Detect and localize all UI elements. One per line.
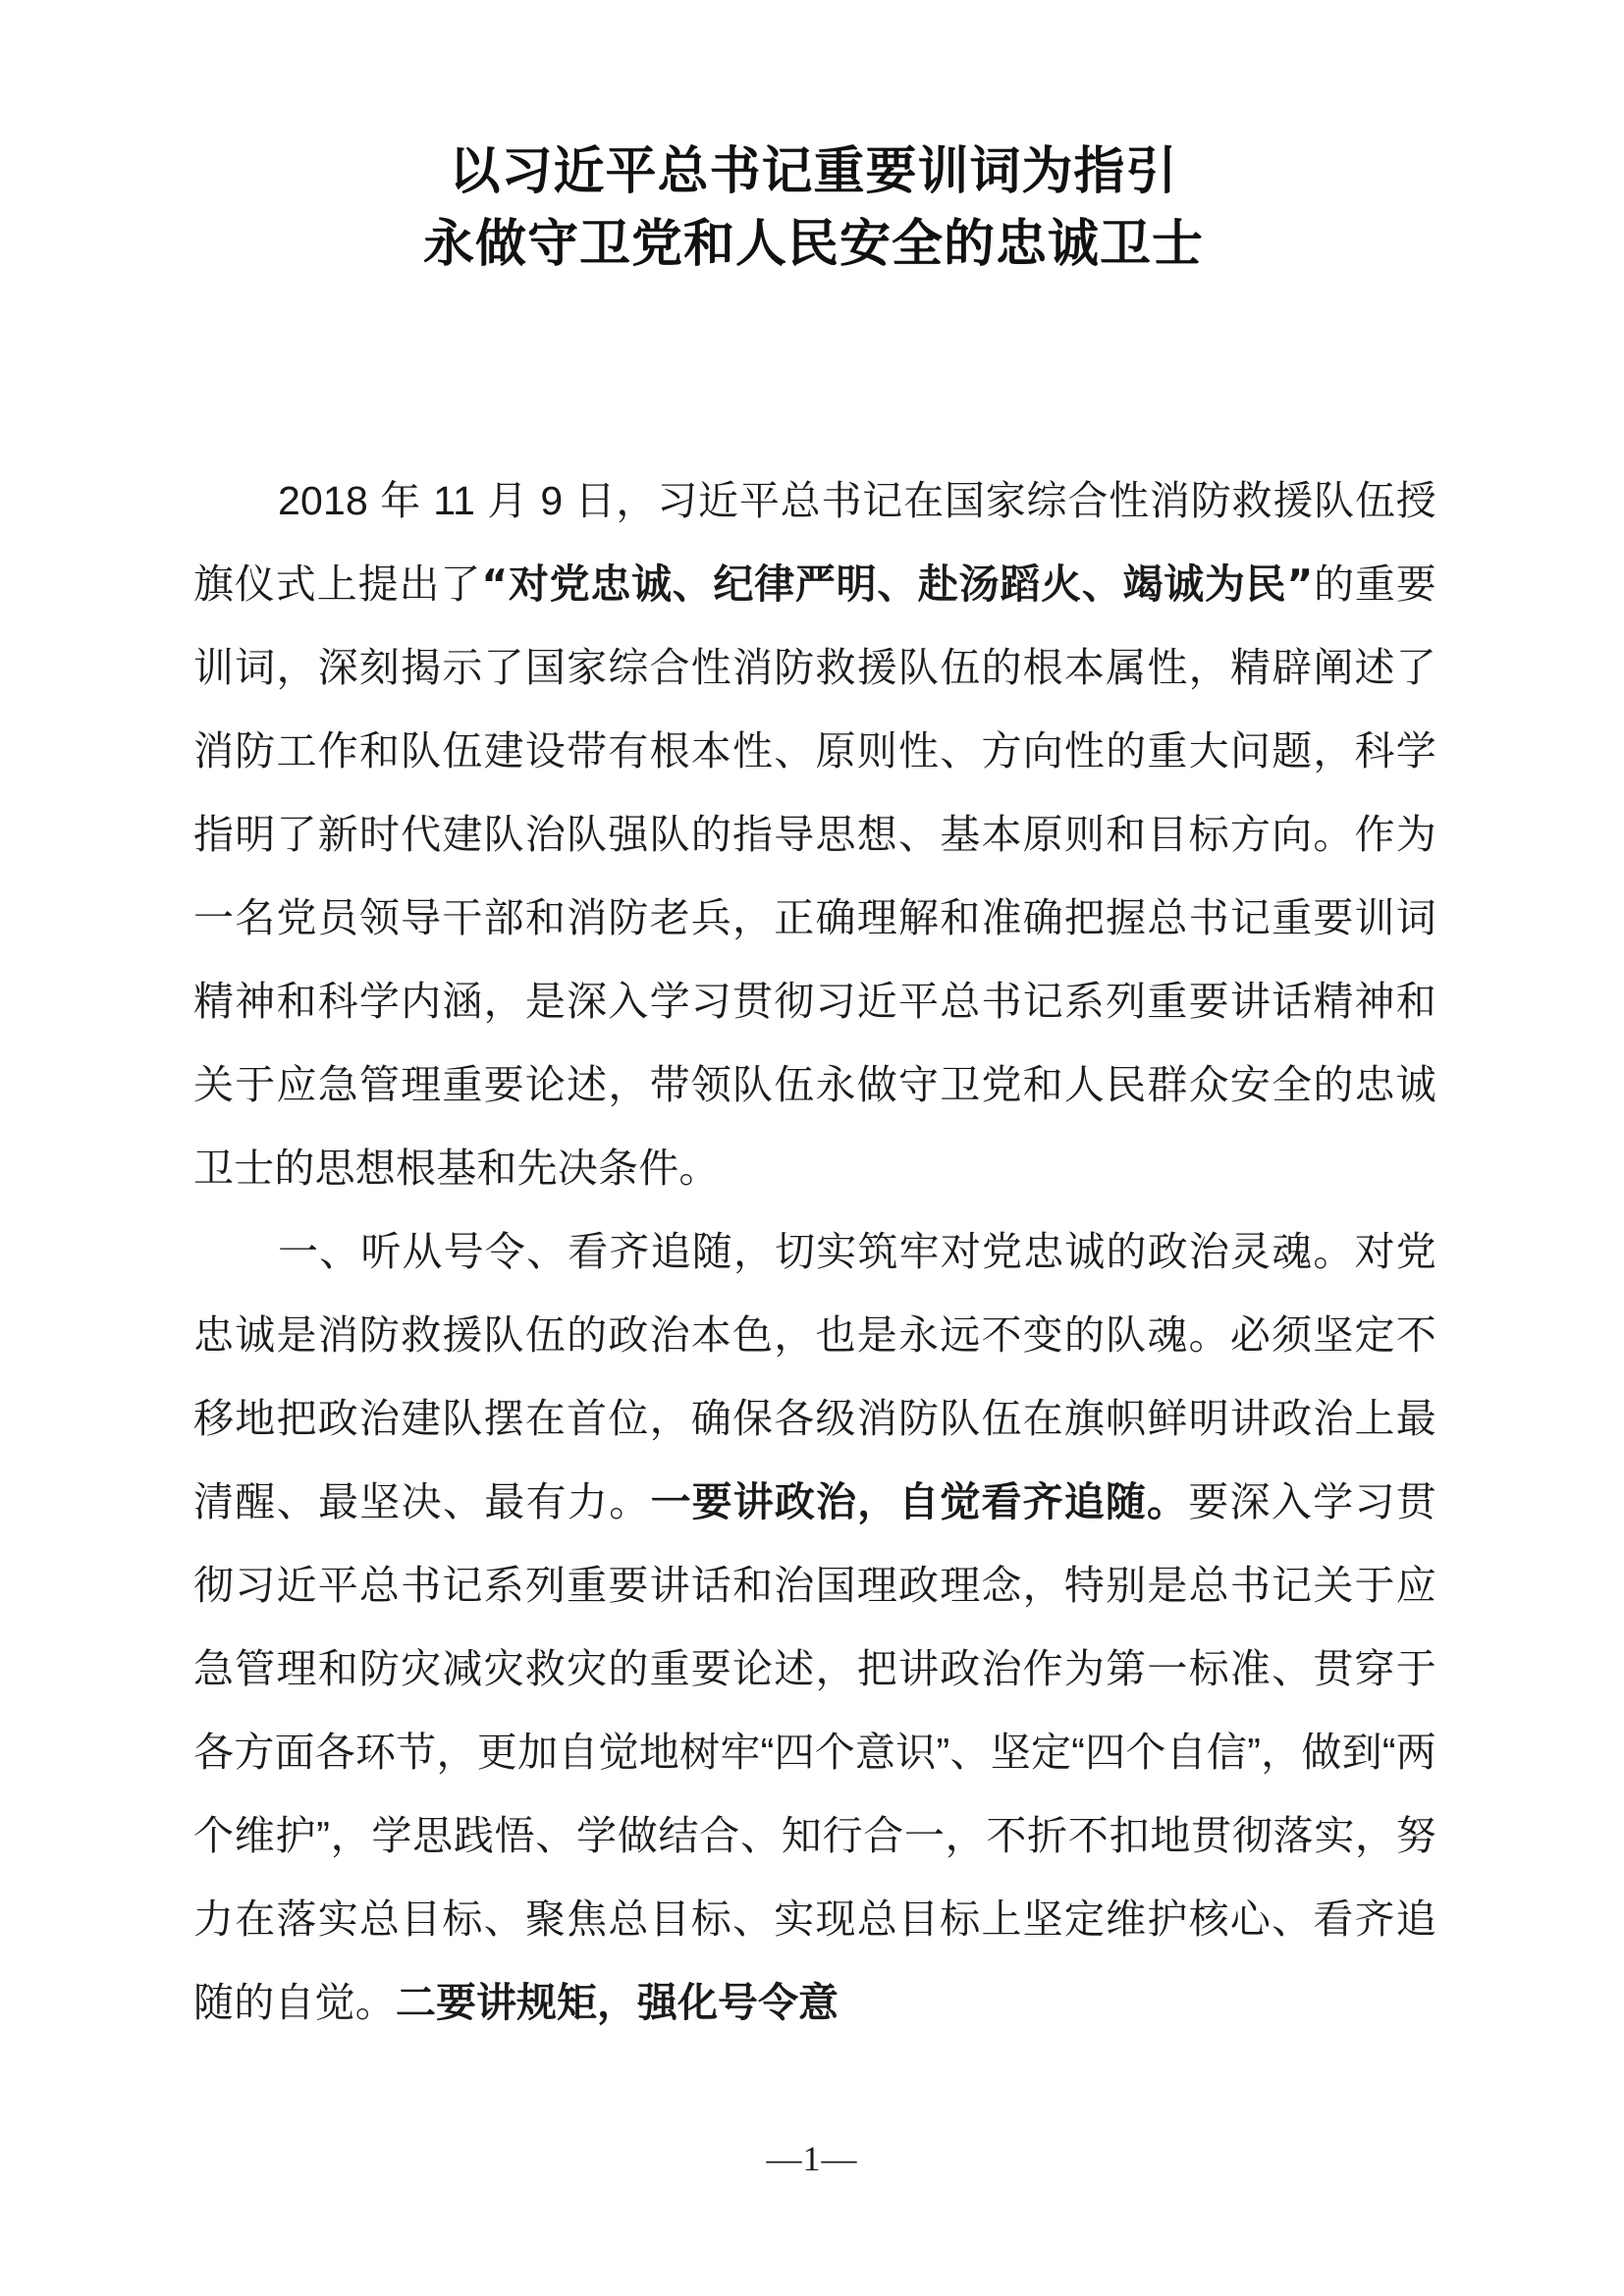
text-run: 一、听从号令、看齐追随，切实筑牢对党忠诚的政治灵魂。对党忠诚是消防救援队伍的政治本色，也是永远不变的队魂。必须坚定不移地把政治建队摆在首位，确保各级消防队伍在旗帜鲜明讲政治上最清醒、最坚决、最有力。 [193,1229,1436,1524]
document-title [193,135,1434,281]
emphasis-run: 二要讲规矩，强化号令意 [396,1979,839,2026]
text-run: 的重要训词，深刻揭示了国家综合性消防救援队伍的根本属性，精辟阐述了消防工作和队伍建设带有根本性、原则性、方向性的重大问题，科学指明了新时代建队治队强队的指导思想、基本原则和目标方向。作为一名党员领导干部和消防老兵，正确理解和准确把握总书记重要训词精神和科学内涵，是深入学习贯彻习近平总书记系列重要讲话精神和关于应急管理重要论述，带领队伍永做守卫党和人民群众安全的忠诚卫士的思想根基和先决条件。 [193,561,1436,1191]
document-body [193,459,1436,2045]
title-line-2: 永做守卫党和人民安全的忠诚卫士 [422,215,1204,274]
text-run: 要深入学习贯彻习近平总书记系列重要讲话和治国理政理念，特别是总书记关于应急管理和防灾减灾救灾的重要论述，把讲政治作为第一标准、贯穿于各方面各环节，更加自觉地树牢“四个意识”、坚定“四个自信”，做到“两个维护”，学思践悟、学做结合、知行合一，不折不扣地贯彻落实，努力在落实总目标、聚焦总目标、实现总目标上坚定维护核心、看齐追随的自觉。 [193,1479,1437,2025]
paragraph-intro [193,459,1436,1210]
emphasis-run: “对党忠诚、纪律严明、赴汤蹈火、竭诚为民” [481,561,1314,608]
emphasis-run: 一要讲政治，自觉看齐追随。 [650,1478,1189,1525]
text-run: 2018 年 11 月 9 日，习近平总书记在国家综合性消防救援队伍授旗仪式上提出了 [193,478,1436,607]
page-footer [0,2138,1624,2179]
page-number: —1— [766,2139,858,2178]
title-line-1: 以习近平总书记重要训词为指引 [449,142,1178,201]
paragraph-section-one [193,1210,1436,2045]
